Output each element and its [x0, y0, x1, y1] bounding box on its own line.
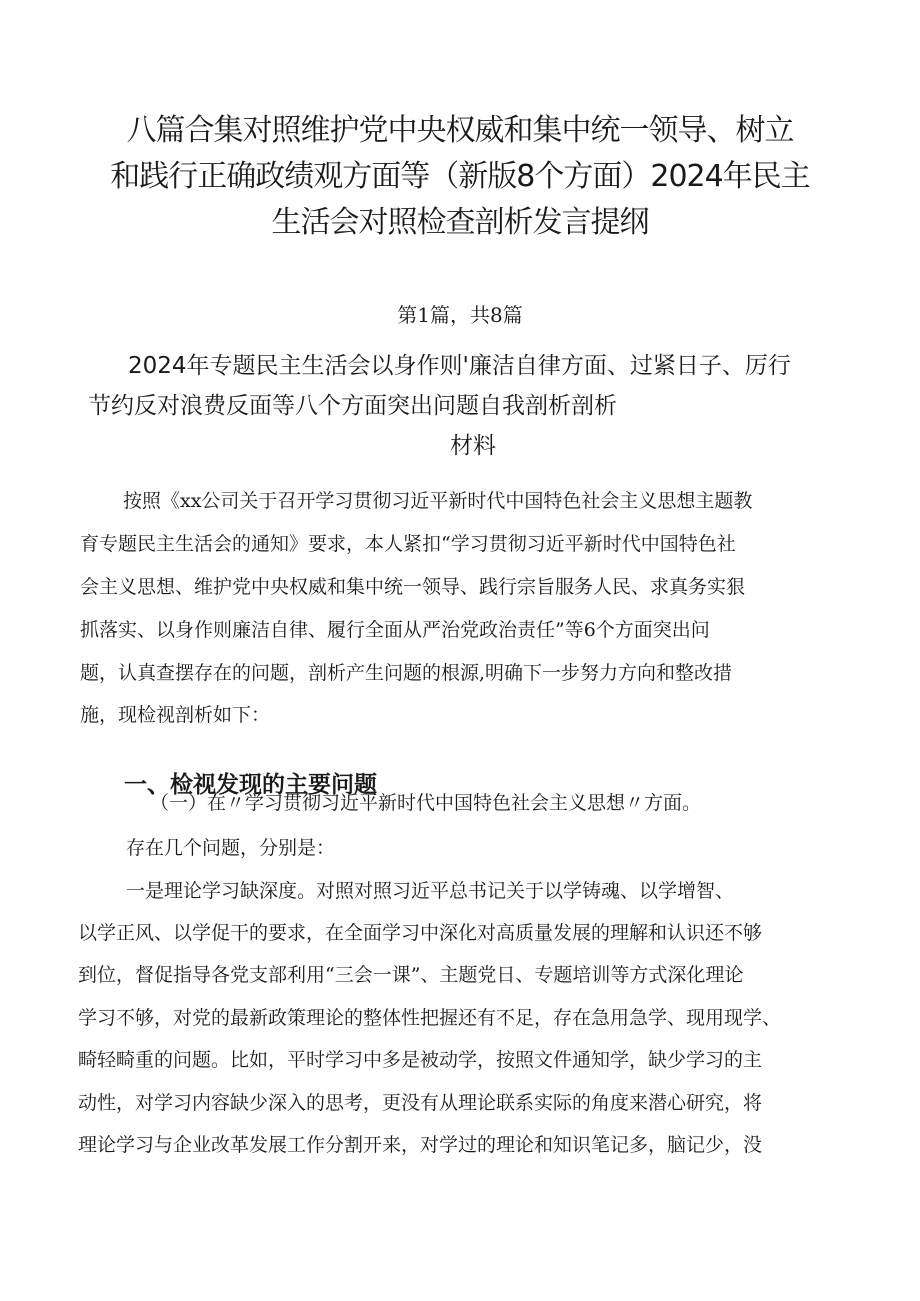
document-title [60, 108, 860, 246]
article-counter: 第1篇，共8篇 [397, 303, 523, 327]
document-title-line: 八篇合集对照维护党中央权威和集中统一领导、树立 [126, 113, 794, 148]
subsection-line: （一）在〃学习贯彻习近平新时代中国特色社会主义思想〃方面。 [150, 792, 702, 814]
intro-line: 会主义思想、维护党中央权威和集中统一领导、践行宗旨服务人民、求真务实狠 [80, 576, 746, 598]
body-line: 动性，对学习内容缺少深入的思考，更没有从理论联系实际的角度来潜心研究，将 [78, 1092, 763, 1114]
intro-line: 施，现检视剖析如下： [80, 704, 271, 726]
article-title [60, 346, 860, 466]
section-heading: 一、检视发现的主要问题 [124, 772, 377, 798]
body-line: 以学正风、以学促干的要求，在全面学习中深化对高质量发展的理解和认识还不够 [78, 922, 763, 944]
article-title-line: 材料 [450, 433, 496, 459]
intro-line: 育专题民主生活会的通知》要求，本人紧扣“学习贯彻习近平新时代中国特色社 [80, 533, 736, 555]
problems-intro: 存在几个问题，分别是： [126, 837, 336, 859]
intro-line: 题，认真查摆存在的问题，剖析产生问题的根源,明确下一步努力方向和整改措 [80, 662, 733, 684]
body-line: 到位，督促指导各党支部利用“三会一课”、主题党日、专题培训等方式深化理论 [78, 964, 744, 986]
body-line: 一是理论学习缺深度。对照对照习近平总书记关于以学铸魂、以学增智、 [126, 880, 735, 902]
intro-line: 抓落实、以身作则廉洁自律、履行全面从严治党政治责任”等6个方面突出问 [80, 619, 710, 641]
article-title-line: 节约反对浪费反面等八个方面突出问题自我剖析剖析 [88, 393, 617, 419]
body-line: 学习不够，对党的最新政策理论的整体性把握还有不足，存在急用急学、现用现学、 [78, 1007, 782, 1029]
document-title-line: 生活会对照检查剖析发言提纲 [271, 205, 649, 240]
document-title-line: 和践行正确政绩观方面等（新版8个方面）2024年民主 [110, 159, 810, 194]
intro-line: 按照《xx公司关于召开学习贯彻习近平新时代中国特色社会主义思想主题教 [123, 490, 753, 512]
body-line: 理论学习与企业改革发展工作分割开来，对学过的理论和知识笔记多，脑记少，没 [78, 1134, 763, 1156]
article-title-line: 2024年专题民主生活会以身作则'廉洁自律方面、过紧日子、厉行 [128, 353, 791, 379]
body-line: 畸轻畸重的问题。比如，平时学习中多是被动学，按照文件通知学，缺少学习的主 [78, 1049, 763, 1071]
